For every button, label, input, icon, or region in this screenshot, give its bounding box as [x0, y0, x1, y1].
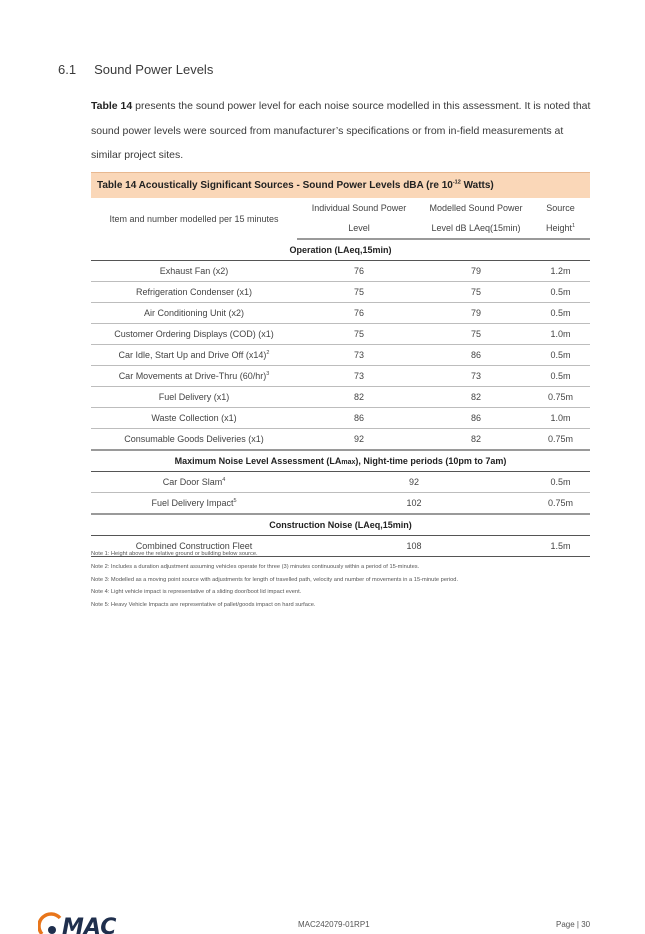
modelled-cell: 73	[421, 366, 531, 387]
value-cell: 102	[297, 493, 531, 515]
header-item: Item and number modelled per 15 minutes	[109, 213, 279, 224]
item-cell: Combined Construction Fleet	[91, 536, 297, 557]
individual-cell: 92	[297, 429, 421, 451]
document-code: MAC242079-01RP1	[298, 920, 370, 929]
individual-cell: 76	[297, 303, 421, 324]
individual-cell: 86	[297, 408, 421, 429]
section-max-row	[91, 450, 590, 472]
intro-text: presents the sound power level for each noise source modelled in this assessment. It is noted that sound power levels were sourced from manufacturer’s specifications or from in-field measurements at similar project sites.	[91, 100, 591, 161]
section-title: Sound Power Levels	[94, 62, 214, 77]
header-modelled: Modelled Sound Power	[429, 203, 523, 213]
table-row	[91, 387, 590, 408]
height-cell: 0.5m	[531, 366, 590, 387]
note-line: Note 5: Heavy Vehicle Impacts are representative of pallet/goods impact on hard surface.	[91, 602, 316, 609]
table-row	[91, 282, 590, 303]
individual-cell: 82	[297, 387, 421, 408]
section-operation-row	[91, 239, 590, 261]
max-rows	[91, 472, 590, 515]
height-cell: 0.5m	[531, 472, 590, 493]
header-individual: Individual Sound Power	[311, 203, 407, 213]
item-cell: Refrigeration Condenser (x1)	[91, 282, 297, 303]
modelled-cell: 82	[421, 387, 531, 408]
header-row	[91, 198, 590, 218]
note-line: Note 2: Includes a duration adjustment assuming vehicles operate for three (3) minutes continuously within a period of 15-minutes.	[91, 563, 420, 570]
item-cell: Consumable Goods Deliveries (x1)	[91, 429, 297, 451]
item-cell: Car Movements at Drive-Thru $(60/hr)^3$	[91, 366, 297, 387]
item-cell: Exhaust Fan (x2)	[91, 261, 297, 282]
table-row	[91, 366, 590, 387]
individual-cell: 75	[297, 282, 421, 303]
modelled-cell: 82	[421, 429, 531, 451]
height-cell: 1.5m	[531, 536, 590, 557]
section-number: 6.1	[58, 62, 77, 77]
header-height-2: Height$^1$	[531, 218, 590, 239]
item-cell: Car Idle, Start Up and Drive Off $(x14)^2$	[91, 345, 297, 366]
height-cell: 1.0m	[531, 408, 590, 429]
table-caption: Table 14 Acoustically Significant Sources - Sound Power Levels dBA (re $10^{-12}$ Watts)	[91, 173, 590, 199]
sound-power-table	[91, 172, 590, 557]
modelled-cell: 79	[421, 303, 531, 324]
table-row	[91, 303, 590, 324]
individual-cell: 73	[297, 366, 421, 387]
operation-rows	[91, 261, 590, 451]
height-cell: 0.75m	[531, 493, 590, 515]
svg-text:MAC: MAC	[62, 915, 117, 934]
table-row	[91, 472, 590, 493]
note-line: Note 3: Modelled as a moving point source with adjustments for length of travelled path, velocity and number of movements in a 15-minute period.	[91, 576, 459, 583]
table-row	[91, 408, 590, 429]
header-height: Source	[546, 203, 575, 213]
table-row	[91, 261, 590, 282]
modelled-cell: 75	[421, 324, 531, 345]
table-caption-row	[91, 173, 590, 199]
height-cell: 0.75m	[531, 429, 590, 451]
modelled-cell: 79	[421, 261, 531, 282]
individual-cell: 73	[297, 345, 421, 366]
item-cell: Customer Ordering Displays (COD) (x1)	[91, 324, 297, 345]
individual-cell: 76	[297, 261, 421, 282]
modelled-cell: 86	[421, 408, 531, 429]
height-cell: 0.5m	[531, 282, 590, 303]
header-modelled-2: Level dB LAeq(15min)	[421, 218, 531, 239]
modelled-cell: 75	[421, 282, 531, 303]
individual-cell: 75	[297, 324, 421, 345]
intro-paragraph	[91, 94, 591, 168]
height-cell: 0.5m	[531, 303, 590, 324]
value-cell: 92	[297, 472, 531, 493]
table-row	[91, 324, 590, 345]
section-heading	[58, 62, 213, 77]
note-line: Note 4: Light vehicle impact is representative of a sliding door/boot lid impact event.	[91, 589, 302, 596]
table-row	[91, 429, 590, 451]
table-notes	[91, 548, 611, 612]
item-cell: Fuel Delivery Impact$^5$	[91, 493, 297, 515]
height-cell: 1.2m	[531, 261, 590, 282]
item-cell: Car Door Slam$^4$	[91, 472, 297, 493]
note-line: Note 1: Height above the relative ground or building below source.	[91, 551, 258, 557]
height-cell: 0.5m	[531, 345, 590, 366]
section-construction: Construction Noise (LAeq,15min)	[91, 514, 590, 536]
section-operation: Operation (LAeq,15min)	[91, 239, 590, 261]
section-max: Maximum Noise Level Assessment (LAmax), Night-time periods (10pm to 7am)	[91, 450, 590, 472]
section-construction-row	[91, 514, 590, 536]
value-cell: 108	[297, 536, 531, 557]
header-individual-2: Level	[297, 218, 421, 239]
table-row	[91, 345, 590, 366]
height-cell: 1.0m	[531, 324, 590, 345]
table-row	[91, 493, 590, 515]
page-number: Page | 30	[556, 920, 591, 929]
item-cell: Waste Collection (x1)	[91, 408, 297, 429]
height-cell: 0.75m	[531, 387, 590, 408]
mac-logo	[38, 908, 138, 934]
modelled-cell: 86	[421, 345, 531, 366]
table-reference: Table 14	[91, 100, 133, 112]
item-cell: Air Conditioning Unit (x2)	[91, 303, 297, 324]
item-cell: Fuel Delivery (x1)	[91, 387, 297, 408]
